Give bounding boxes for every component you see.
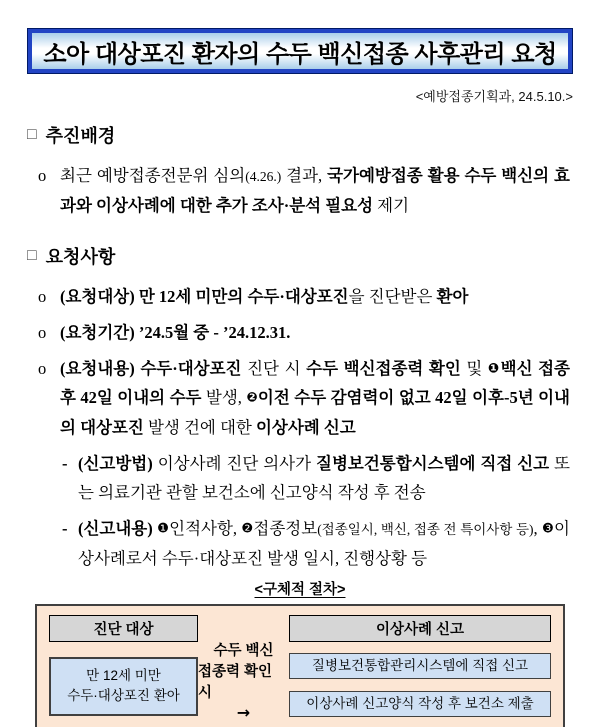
middle-label-line2: 접종력 확인 시	[198, 663, 273, 701]
middle-label-line1: 수두 백신	[213, 642, 274, 659]
circle-bullet-icon: o	[38, 359, 47, 378]
request-subitem-report-content	[62, 514, 570, 573]
title-band-inner	[32, 33, 568, 69]
request-item-target	[38, 282, 570, 311]
page-title: 소아 대상포진 환자의 수두 백신접종 사후관리 요청	[43, 40, 557, 68]
procedure-right-column	[289, 615, 551, 717]
report-option-form-box: 이상사례 신고양식 작성 후 보건소 제출	[289, 691, 551, 717]
circle-bullet-icon: o	[38, 166, 47, 185]
square-bullet-icon: □	[27, 126, 37, 143]
title-band	[27, 28, 573, 74]
request-subitem-report-method-text: (신고방법) 이상사례 진단 의사가 질병보건통합시스템에 직접 신고 또는 의료기관 관할 보건소에 신고양식 작성 후 전송	[78, 453, 570, 502]
section-heading-request	[27, 243, 600, 269]
section-heading-background	[27, 122, 600, 148]
section-heading-request-label: 요청사항	[45, 247, 116, 267]
report-option-direct-box: 질병보건통합관리시스템에 직접 신고	[289, 653, 551, 679]
square-bullet-icon: □	[27, 247, 37, 264]
attribution: <예방접종기획과, 24.5.10.>	[415, 89, 573, 104]
procedure-middle-label	[198, 615, 289, 722]
right-arrow-icon: →	[236, 702, 251, 722]
background-paragraph	[38, 161, 570, 220]
circle-bullet-icon: o	[38, 323, 47, 342]
background-paragraph-text: 최근 예방접종전문위 심의(4.26.) 결과, 국가예방접종 활용 수두 백신의 효과와 이상사례에 대한 추가 조사·분석 필요성 제기	[60, 166, 570, 215]
dash-bullet-icon: -	[62, 518, 68, 538]
section-heading-background-label: 추진배경	[45, 126, 116, 146]
request-item-content-text: (요청내용) 수두·대상포진 진단 시 수두 백신접종력 확인 및 ❶백신 접종 후 42일 이내의 수두 발생, ❷이전 수두 감염력이 없고 42일 이후-5년 이내의 대상포진 발생 건에 대한 이상사례 신고	[60, 359, 570, 437]
diagnosis-target-line2: 수두·대상포진 환아	[67, 688, 180, 704]
diagnosis-target-box	[49, 657, 198, 716]
request-item-period-text: (요청기간) ’24.5월 중 - ’24.12.31.	[60, 323, 291, 342]
circle-bullet-icon: o	[38, 287, 47, 306]
procedure-diagram	[35, 604, 565, 727]
dash-bullet-icon: -	[62, 453, 68, 473]
adverse-event-report-header: 이상사례 신고	[289, 615, 551, 642]
diagnosis-target-line1: 만 12세 미만	[86, 668, 161, 684]
procedure-caption-text: <구체적 절차>	[254, 581, 346, 598]
request-subitem-report-content-text: (신고내용) ❶인적사항, ❷접종정보(접종일시, 백신, 접종 전 특이사항 등), ❸이상사례로서 수두·대상포진 발생 일시, 진행상황 등	[78, 518, 570, 568]
diagnosis-target-header: 진단 대상	[49, 615, 198, 642]
request-item-content	[38, 354, 570, 442]
request-item-period	[38, 318, 570, 347]
request-subitem-report-method	[62, 449, 570, 507]
request-item-target-text: (요청대상) 만 12세 미만의 수두·대상포진을 진단받은 환아	[60, 287, 469, 306]
procedure-left-column	[49, 615, 198, 717]
procedure-caption	[0, 578, 600, 599]
